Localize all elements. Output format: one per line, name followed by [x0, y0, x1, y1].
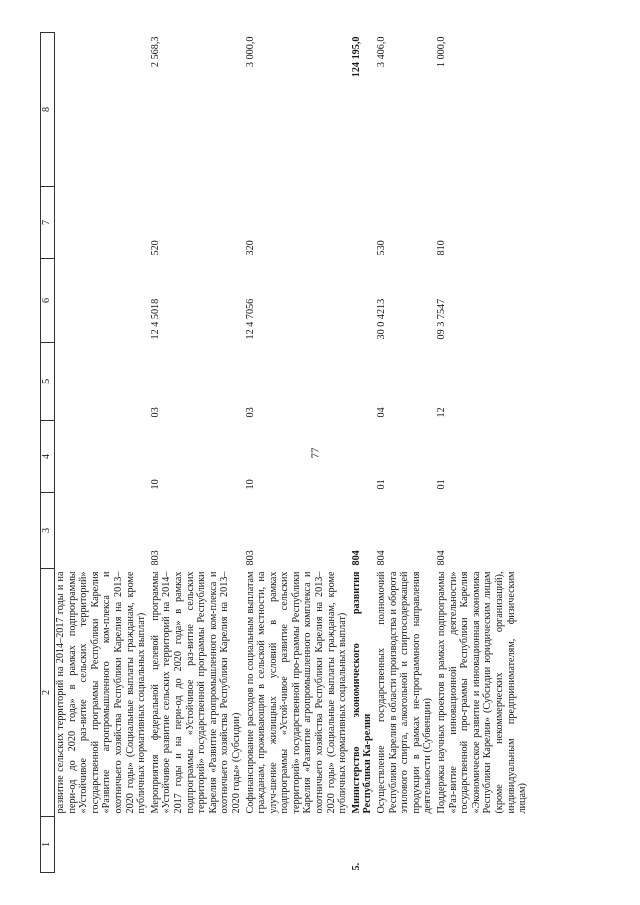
row-code-col7: [55, 187, 149, 259]
header-col-7: 7: [41, 187, 55, 259]
row-code-col4: [350, 421, 375, 493]
row-code-col3: 803: [149, 550, 161, 566]
header-col-5: 5: [41, 343, 55, 421]
row-code-col5: 04: [376, 407, 388, 418]
rotated-page-content: [40, 33, 600, 873]
row-description: Осуществление государственных полномочий Республики Карелия в области производства и оборота этилового спирта, алкогольной и спиртосодержащей продукции в рамках не-программного направления деятельности (Субвенции): [376, 571, 434, 814]
row-description: Мероприятия федеральной целевой программы «Устойчивое развитие сельских территорий на 2014–2017 годы и на пери-од до 2020 года» в рамках подпрограммы «Устойчивое раз-витие сельских территорий» государственной программы Республики Карелия «Развитие агропромышленного ком-плекса и охотничьего хозяйства Республики Карелия на 2013–2020 годы» (Субсидии): [149, 571, 242, 814]
header-col-1: 1: [41, 817, 55, 873]
section-number: 5.: [350, 862, 362, 871]
table-row-ministry: [350, 33, 375, 873]
row-code-col7: [350, 187, 375, 259]
row-code-col5: 12: [436, 407, 447, 418]
row-code-col6: 12 4 5018: [149, 298, 161, 340]
row-code-col5: 03: [244, 407, 256, 418]
row-number: [435, 817, 530, 873]
row-code-col6: [350, 259, 375, 343]
row-description: Софинансирование расходов по социальным выплатам гражданам, проживающим в сельской местности, на улуч-шение жилищных условий в рамках подпрограммы «Устой-чивое развитие сельских территорий» государственной про-граммы Республики Карелия «Развитие агропромышленного комплекса и охотничьего хозяйства Республики Карелия на 2013–2020 годы» (Социальные выплаты гражданам, кроме публичных нормативных социальных выплат): [244, 571, 349, 814]
header-col-8: 8: [41, 33, 55, 187]
row-amount: [55, 33, 149, 187]
row-amount: 3 406,0: [376, 36, 388, 68]
row-code-col3: 803: [244, 550, 256, 566]
table-header-row: [41, 33, 55, 873]
row-code-col6: 12 4 7056: [244, 298, 256, 340]
header-col-2: 2: [41, 569, 55, 817]
row-amount: 124 195,0: [350, 36, 362, 78]
header-col-4: 4: [41, 421, 55, 493]
row-number: [55, 817, 149, 873]
row-code-col6: [55, 259, 149, 343]
row-code-col3: 804: [376, 550, 388, 566]
row-code-col4: 10: [244, 479, 256, 490]
header-col-6: 6: [41, 259, 55, 343]
header-col-3: 3: [41, 493, 55, 569]
row-code-col5: [55, 343, 149, 421]
row-description: Министерство экономического развития Республики Ка-релия: [350, 571, 374, 814]
row-code-col4: 10: [149, 479, 161, 490]
row-description: Поддержка научных проектов в рамках подпрограммы «Раз-витие инновационной деятельности» государственной про-граммы Республики Карелия «Экономическое развитие и инновационная экономика Республики Карелия» (Субсидии юридическим лицам (кроме некоммерческих организаций), индивидуальным предпринимателям, физическим лицам): [436, 571, 529, 814]
row-code-col7: 520: [149, 240, 161, 256]
row-code-col5: 03: [149, 407, 161, 418]
row-code-col5: [350, 343, 375, 421]
row-description: развитие сельских территорий на 2014–2017 годы и на пери-од до 2020 года» в рамках подпрограммы «Устойчивое раз-витие сельских территорий» государственной программы Республики Карелия «Развитие агропромышленного ком-плекса и охотничьего хозяйства Республики Карелия на 2013–2020 годы» (Социальные выплаты гражданам, кроме публичных нормативных социальных выплат): [55, 571, 148, 814]
page-number: 77: [309, 447, 322, 459]
row-code-col4: 01: [436, 479, 447, 490]
budget-table: [40, 32, 530, 873]
row-number: [350, 817, 375, 873]
row-code-col4: 01: [376, 479, 388, 490]
table-row: [149, 33, 244, 873]
row-code-col3: [55, 493, 149, 569]
table-row: [55, 33, 149, 873]
row-number: [375, 817, 435, 873]
table-row: [244, 33, 350, 873]
row-amount: 1 000,0: [436, 36, 447, 68]
row-amount: 2 568,3: [149, 36, 161, 68]
row-code-col3: 804: [436, 550, 447, 566]
row-code-col3: 804: [350, 550, 362, 566]
row-code-col7: 810: [436, 240, 447, 256]
row-number: [244, 817, 350, 873]
table-row: [435, 33, 530, 873]
row-number: [149, 817, 244, 873]
row-code-col6: 09 3 7547: [436, 298, 447, 340]
row-code-col6: 30 0 4213: [376, 298, 388, 340]
table-row: [375, 33, 435, 873]
row-code-col7: 530: [376, 240, 388, 256]
row-amount: 3 000,0: [244, 36, 256, 68]
row-code-col7: 320: [244, 240, 256, 256]
row-code-col4: [55, 421, 149, 493]
